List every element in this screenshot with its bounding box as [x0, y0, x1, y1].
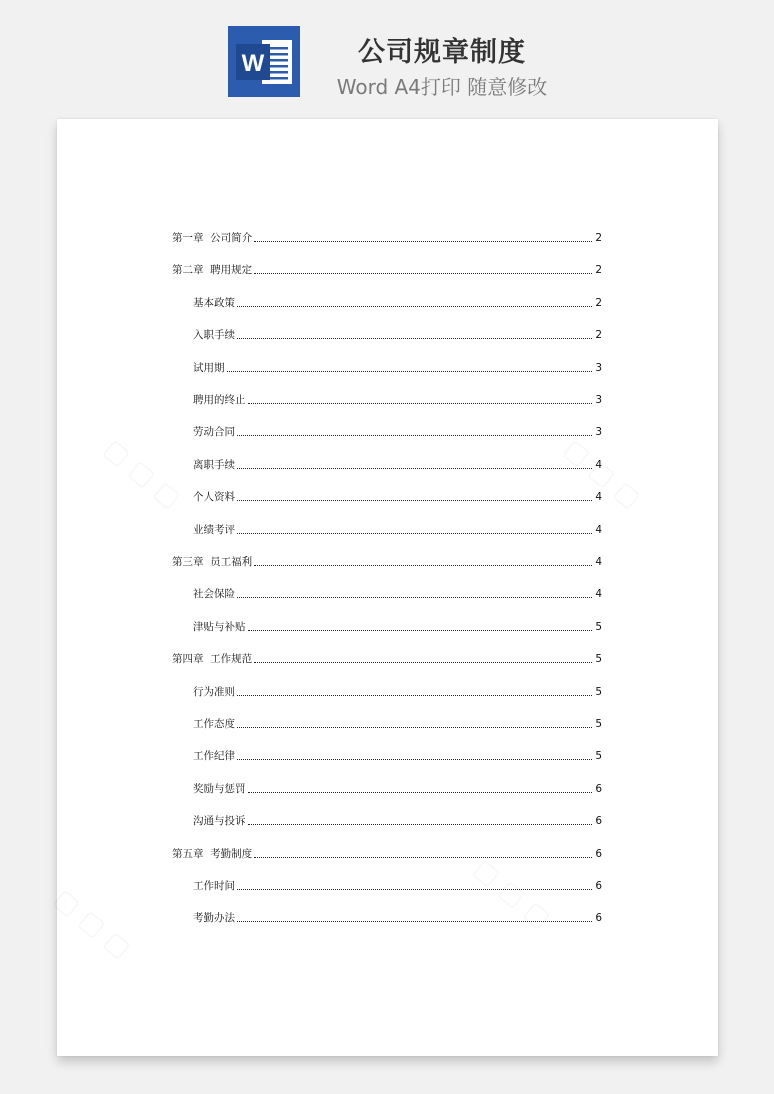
watermark: [98, 434, 186, 515]
toc-entry[interactable]: [193, 911, 602, 925]
toc-entry[interactable]: [193, 425, 602, 439]
toc-entry-label: 第一章 公司简介: [172, 232, 253, 244]
toc-entry[interactable]: [193, 587, 602, 601]
toc-dot-leader: [237, 435, 592, 436]
toc-entry-page-number: 4: [595, 556, 602, 568]
toc-dot-leader: [237, 921, 592, 922]
toc-dot-leader: [254, 857, 592, 858]
toc-entry-label: 第二章 聘用规定: [172, 264, 253, 277]
toc-entry-label: 离职手续: [193, 458, 235, 471]
toc-entry[interactable]: [193, 458, 602, 472]
toc-entry-label: 聘用的终止: [193, 394, 246, 406]
toc-entry-page-number: 2: [595, 264, 602, 277]
toc-entry[interactable]: [172, 652, 602, 666]
toc-entry-page-number: 5: [595, 685, 602, 698]
toc-entry[interactable]: [193, 879, 602, 893]
toc-entry[interactable]: [193, 749, 602, 763]
toc-entry-label: 工作态度: [193, 718, 235, 730]
page-subtitle: Word A4打印 随意修改: [336, 75, 548, 99]
toc-dot-leader: [237, 500, 592, 501]
toc-entry[interactable]: [193, 490, 602, 504]
toc-entry-label: 工作纪律: [193, 750, 235, 763]
toc-dot-leader: [237, 338, 592, 339]
toc-dot-leader: [248, 403, 593, 404]
toc-entry-page-number: 2: [595, 296, 602, 309]
toc-entry[interactable]: [193, 717, 602, 731]
toc-dot-leader: [254, 565, 592, 566]
toc-entry-label: 沟通与投诉: [193, 815, 246, 828]
page-title: 公司规章制度: [358, 37, 526, 68]
toc-entry-page-number: 5: [595, 750, 602, 763]
toc-entry-label: 工作时间: [193, 880, 235, 892]
toc-entry[interactable]: [172, 555, 602, 569]
toc-entry[interactable]: [172, 263, 602, 277]
toc-entry-page-number: 6: [595, 847, 602, 860]
toc-entry-page-number: 4: [595, 491, 602, 504]
toc-dot-leader: [254, 273, 592, 274]
toc-entry-page-number: 4: [595, 588, 602, 601]
toc-dot-leader: [254, 662, 592, 663]
word-logo-letter: W: [241, 50, 265, 77]
toc-entry-label: 基本政策: [193, 296, 235, 309]
toc-entry[interactable]: [193, 685, 602, 699]
toc-entry-page-number: 3: [595, 361, 602, 374]
toc-entry-label: 行为准则: [193, 685, 235, 698]
toc-entry-page-number: 5: [595, 620, 602, 633]
toc-entry-label: 第四章 工作规范: [172, 653, 253, 666]
toc-entry-label: 第五章 考勤制度: [172, 847, 253, 860]
toc-entry-label: 奖励与惩罚: [193, 782, 246, 795]
toc-dot-leader: [237, 533, 592, 534]
word-icon: [228, 26, 300, 97]
toc-entry-label: 入职手续: [193, 329, 235, 342]
toc-entry-page-number: 6: [595, 880, 602, 892]
toc-dot-leader: [237, 727, 592, 728]
toc-entry-page-number: 5: [595, 718, 602, 730]
toc-entry-page-number: 4: [595, 523, 602, 536]
toc-entry[interactable]: [193, 782, 602, 796]
toc-dot-leader: [237, 306, 592, 307]
toc-entry[interactable]: [172, 231, 602, 245]
toc-entry-label: 业绩考评: [193, 523, 235, 536]
toc-entry-page-number: 6: [595, 912, 602, 925]
document-page: [57, 119, 718, 1056]
toc-entry-label: 津贴与补贴: [193, 620, 246, 633]
toc-dot-leader: [237, 695, 592, 696]
toc-dot-leader: [248, 630, 593, 631]
toc-entry-label: 社会保险: [193, 588, 235, 601]
toc-entry-page-number: 3: [595, 394, 602, 406]
toc-entry[interactable]: [193, 814, 602, 828]
toc-dot-leader: [237, 468, 592, 469]
toc-entry-page-number: 2: [595, 232, 602, 244]
toc-dot-leader: [237, 889, 592, 890]
toc-entry-page-number: 3: [595, 426, 602, 439]
toc-entry-label: 考勤办法: [193, 912, 235, 925]
toc-dot-leader: [248, 792, 593, 793]
toc-entry-page-number: 6: [595, 782, 602, 795]
toc-dot-leader: [237, 597, 592, 598]
toc-entry[interactable]: [193, 523, 602, 537]
toc-entry[interactable]: [193, 296, 602, 310]
toc-dot-leader: [248, 824, 593, 825]
watermark: [48, 884, 136, 965]
toc-entry-page-number: 2: [595, 329, 602, 342]
toc-entry[interactable]: [172, 847, 602, 861]
toc-dot-leader: [227, 371, 593, 372]
toc-entry-label: 劳动合同: [193, 426, 235, 439]
toc-dot-leader: [254, 241, 592, 242]
toc-entry[interactable]: [193, 328, 602, 342]
toc-entry[interactable]: [193, 361, 602, 375]
toc-entry-label: 个人资料: [193, 491, 235, 504]
toc-dot-leader: [237, 759, 592, 760]
toc-entry-label: 试用期: [193, 361, 225, 374]
toc-entry[interactable]: [193, 620, 602, 634]
toc-entry-page-number: 6: [595, 815, 602, 828]
toc-entry[interactable]: [193, 393, 602, 407]
toc-entry-page-number: 5: [595, 653, 602, 666]
toc-entry-label: 第三章 员工福利: [172, 556, 253, 568]
header: [0, 0, 774, 110]
toc-entry-page-number: 4: [595, 458, 602, 471]
